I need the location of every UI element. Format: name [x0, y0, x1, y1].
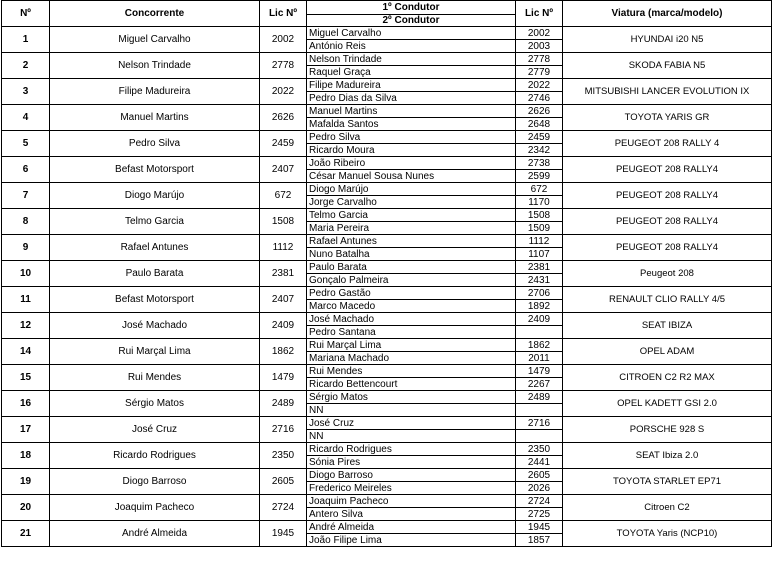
table-row [2, 287, 772, 300]
header-car: Viatura (marca/modelo) [563, 1, 772, 27]
car-model: SEAT IBIZA [563, 313, 772, 339]
entrant-licence: 2716 [260, 417, 307, 443]
table-row [2, 391, 772, 404]
table-row [2, 495, 772, 508]
first-driver-name: Manuel Martins [307, 105, 516, 118]
first-driver-name: José Cruz [307, 417, 516, 430]
car-model: TOYOTA Yaris (NCP10) [563, 521, 772, 547]
table-row [2, 53, 772, 66]
header-number: Nº [2, 1, 50, 27]
entry-number: 12 [2, 313, 50, 339]
first-driver-name: Filipe Madureira [307, 79, 516, 92]
car-model: Peugeot 208 [563, 261, 772, 287]
table-row [2, 521, 772, 534]
table-row [2, 365, 772, 378]
first-driver-licence: 2626 [516, 105, 563, 118]
entry-number: 1 [2, 27, 50, 53]
entrant-name: José Cruz [50, 417, 260, 443]
table-row [2, 131, 772, 144]
second-driver-licence: 1857 [516, 534, 563, 547]
entrant-name: Diogo Marújo [50, 183, 260, 209]
first-driver-licence: 2706 [516, 287, 563, 300]
entry-number: 21 [2, 521, 50, 547]
table-row [2, 157, 772, 170]
header-licence: Lic Nº [260, 1, 307, 27]
car-model: PEUGEOT 208 RALLY4 [563, 209, 772, 235]
entrant-name: Befast Motorsport [50, 157, 260, 183]
second-driver-name: João Filipe Lima [307, 534, 516, 547]
car-model: OPEL KADETT GSI 2.0 [563, 391, 772, 417]
entrant-name: Pedro Silva [50, 131, 260, 157]
second-driver-licence [516, 326, 563, 339]
first-driver-name: Diogo Barroso [307, 469, 516, 482]
first-driver-name: Miguel Carvalho [307, 27, 516, 40]
entrant-name: Paulo Barata [50, 261, 260, 287]
second-driver-licence: 2011 [516, 352, 563, 365]
entrant-name: Telmo Garcia [50, 209, 260, 235]
first-driver-name: José Machado [307, 313, 516, 326]
entry-number: 2 [2, 53, 50, 79]
second-driver-licence: 2725 [516, 508, 563, 521]
car-model: OPEL ADAM [563, 339, 772, 365]
second-driver-name: Ricardo Moura [307, 144, 516, 157]
car-model: HYUNDAI i20 N5 [563, 27, 772, 53]
second-driver-licence: 2431 [516, 274, 563, 287]
table-row [2, 261, 772, 274]
second-driver-name: António Reis [307, 40, 516, 53]
first-driver-licence: 2724 [516, 495, 563, 508]
first-driver-licence: 2778 [516, 53, 563, 66]
entry-number: 9 [2, 235, 50, 261]
second-driver-name: Mafalda Santos [307, 118, 516, 131]
entrant-licence: 2407 [260, 287, 307, 313]
entrant-licence: 2489 [260, 391, 307, 417]
entrant-licence: 2022 [260, 79, 307, 105]
first-driver-name: Pedro Gastão [307, 287, 516, 300]
entry-rows [2, 27, 772, 547]
table-row [2, 209, 772, 222]
entry-number: 19 [2, 469, 50, 495]
first-driver-licence: 2489 [516, 391, 563, 404]
entrant-name: Rui Mendes [50, 365, 260, 391]
entrant-licence: 2002 [260, 27, 307, 53]
second-driver-name: Frederico Meireles [307, 482, 516, 495]
first-driver-name: Rui Marçal Lima [307, 339, 516, 352]
entrant-name: Miguel Carvalho [50, 27, 260, 53]
first-driver-licence: 2716 [516, 417, 563, 430]
second-driver-name: Pedro Dias da Silva [307, 92, 516, 105]
entrant-name: Joaquim Pacheco [50, 495, 260, 521]
second-driver-licence: 1509 [516, 222, 563, 235]
entrant-licence: 1479 [260, 365, 307, 391]
first-driver-licence: 2605 [516, 469, 563, 482]
first-driver-name: João Ribeiro [307, 157, 516, 170]
second-driver-name: Maria Pereira [307, 222, 516, 235]
second-driver-name: NN [307, 404, 516, 417]
second-driver-licence: 2267 [516, 378, 563, 391]
entry-number: 3 [2, 79, 50, 105]
entrant-name: Rafael Antunes [50, 235, 260, 261]
entrant-licence: 2407 [260, 157, 307, 183]
entrant-name: Filipe Madureira [50, 79, 260, 105]
first-driver-name: Rafael Antunes [307, 235, 516, 248]
first-driver-licence: 2409 [516, 313, 563, 326]
entrant-licence: 2724 [260, 495, 307, 521]
entrant-licence: 1862 [260, 339, 307, 365]
entrant-name: Manuel Martins [50, 105, 260, 131]
entrant-name: Befast Motorsport [50, 287, 260, 313]
entry-number: 7 [2, 183, 50, 209]
table-row [2, 27, 772, 40]
table-row [2, 105, 772, 118]
car-model: SKODA FABIA N5 [563, 53, 772, 79]
entrant-name: Diogo Barroso [50, 469, 260, 495]
car-model: PEUGEOT 208 RALLY4 [563, 235, 772, 261]
entry-number: 16 [2, 391, 50, 417]
second-driver-licence [516, 404, 563, 417]
entrant-licence: 2459 [260, 131, 307, 157]
entrant-name: José Machado [50, 313, 260, 339]
header-entrant: Concorrente [50, 1, 260, 27]
first-driver-name: Ricardo Rodrigues [307, 443, 516, 456]
second-driver-licence [516, 430, 563, 443]
car-model: TOYOTA STARLET EP71 [563, 469, 772, 495]
second-driver-name: Mariana Machado [307, 352, 516, 365]
second-driver-name: Ricardo Bettencourt [307, 378, 516, 391]
entrant-licence: 1112 [260, 235, 307, 261]
table-row [2, 417, 772, 430]
entry-number: 8 [2, 209, 50, 235]
entrant-name: Ricardo Rodrigues [50, 443, 260, 469]
first-driver-name: Joaquim Pacheco [307, 495, 516, 508]
header-second-driver: 2º Condutor [307, 15, 516, 27]
second-driver-licence: 1170 [516, 196, 563, 209]
second-driver-name: Sónia Pires [307, 456, 516, 469]
car-model: CITROEN C2 R2 MAX [563, 365, 772, 391]
second-driver-licence: 2003 [516, 40, 563, 53]
table-row [2, 313, 772, 326]
entrant-licence: 2409 [260, 313, 307, 339]
first-driver-licence: 2459 [516, 131, 563, 144]
table-row [2, 469, 772, 482]
car-model: MITSUBISHI LANCER EVOLUTION IX [563, 79, 772, 105]
entry-number: 18 [2, 443, 50, 469]
table-row [2, 79, 772, 92]
first-driver-licence: 2002 [516, 27, 563, 40]
entrant-name: Rui Marçal Lima [50, 339, 260, 365]
entrant-licence: 2381 [260, 261, 307, 287]
first-driver-licence: 672 [516, 183, 563, 196]
first-driver-name: Telmo Garcia [307, 209, 516, 222]
second-driver-name: Pedro Santana [307, 326, 516, 339]
header-driver-licence: Lic Nº [516, 1, 563, 27]
first-driver-name: Diogo Marújo [307, 183, 516, 196]
first-driver-licence: 1862 [516, 339, 563, 352]
first-driver-licence: 2738 [516, 157, 563, 170]
second-driver-name: Marco Macedo [307, 300, 516, 313]
second-driver-name: Antero Silva [307, 508, 516, 521]
first-driver-licence: 1479 [516, 365, 563, 378]
entry-number: 14 [2, 339, 50, 365]
first-driver-licence: 1112 [516, 235, 563, 248]
second-driver-licence: 2648 [516, 118, 563, 131]
first-driver-licence: 1945 [516, 521, 563, 534]
entrant-licence: 1508 [260, 209, 307, 235]
entrant-licence: 2350 [260, 443, 307, 469]
first-driver-name: Rui Mendes [307, 365, 516, 378]
entrant-licence: 1945 [260, 521, 307, 547]
car-model: PEUGEOT 208 RALLY4 [563, 157, 772, 183]
second-driver-licence: 2342 [516, 144, 563, 157]
car-model: PORSCHE 928 S [563, 417, 772, 443]
first-driver-licence: 2022 [516, 79, 563, 92]
second-driver-licence: 1107 [516, 248, 563, 261]
first-driver-licence: 2350 [516, 443, 563, 456]
second-driver-licence: 1892 [516, 300, 563, 313]
first-driver-name: Nelson Trindade [307, 53, 516, 66]
car-model: RENAULT CLIO RALLY 4/5 [563, 287, 772, 313]
entrant-name: Nelson Trindade [50, 53, 260, 79]
entry-number: 15 [2, 365, 50, 391]
second-driver-licence: 2599 [516, 170, 563, 183]
entry-number: 17 [2, 417, 50, 443]
table-row [2, 235, 772, 248]
second-driver-name: César Manuel Sousa Nunes [307, 170, 516, 183]
first-driver-licence: 1508 [516, 209, 563, 222]
car-model: Citroen C2 [563, 495, 772, 521]
entrant-name: André Almeida [50, 521, 260, 547]
table-row [2, 339, 772, 352]
header-first-driver: 1º Condutor [307, 1, 516, 15]
entry-number: 6 [2, 157, 50, 183]
first-driver-name: André Almeida [307, 521, 516, 534]
car-model: PEUGEOT 208 RALLY4 [563, 183, 772, 209]
entrant-licence: 2626 [260, 105, 307, 131]
entrant-licence: 2605 [260, 469, 307, 495]
second-driver-name: Gonçalo Palmeira [307, 274, 516, 287]
second-driver-name: Jorge Carvalho [307, 196, 516, 209]
entry-list-table [1, 0, 772, 547]
entry-number: 11 [2, 287, 50, 313]
second-driver-licence: 2746 [516, 92, 563, 105]
second-driver-name: NN [307, 430, 516, 443]
first-driver-name: Sérgio Matos [307, 391, 516, 404]
entry-number: 10 [2, 261, 50, 287]
car-model: SEAT Ibiza 2.0 [563, 443, 772, 469]
first-driver-name: Paulo Barata [307, 261, 516, 274]
entry-number: 5 [2, 131, 50, 157]
second-driver-licence: 2779 [516, 66, 563, 79]
second-driver-name: Raquel Graça [307, 66, 516, 79]
first-driver-name: Pedro Silva [307, 131, 516, 144]
car-model: TOYOTA YARIS GR [563, 105, 772, 131]
entry-number: 4 [2, 105, 50, 131]
entrant-licence: 2778 [260, 53, 307, 79]
second-driver-licence: 2441 [516, 456, 563, 469]
table-row [2, 183, 772, 196]
entry-number: 20 [2, 495, 50, 521]
second-driver-name: Nuno Batalha [307, 248, 516, 261]
entrant-name: Sérgio Matos [50, 391, 260, 417]
first-driver-licence: 2381 [516, 261, 563, 274]
car-model: PEUGEOT 208 RALLY 4 [563, 131, 772, 157]
table-row [2, 443, 772, 456]
second-driver-licence: 2026 [516, 482, 563, 495]
entrant-licence: 672 [260, 183, 307, 209]
